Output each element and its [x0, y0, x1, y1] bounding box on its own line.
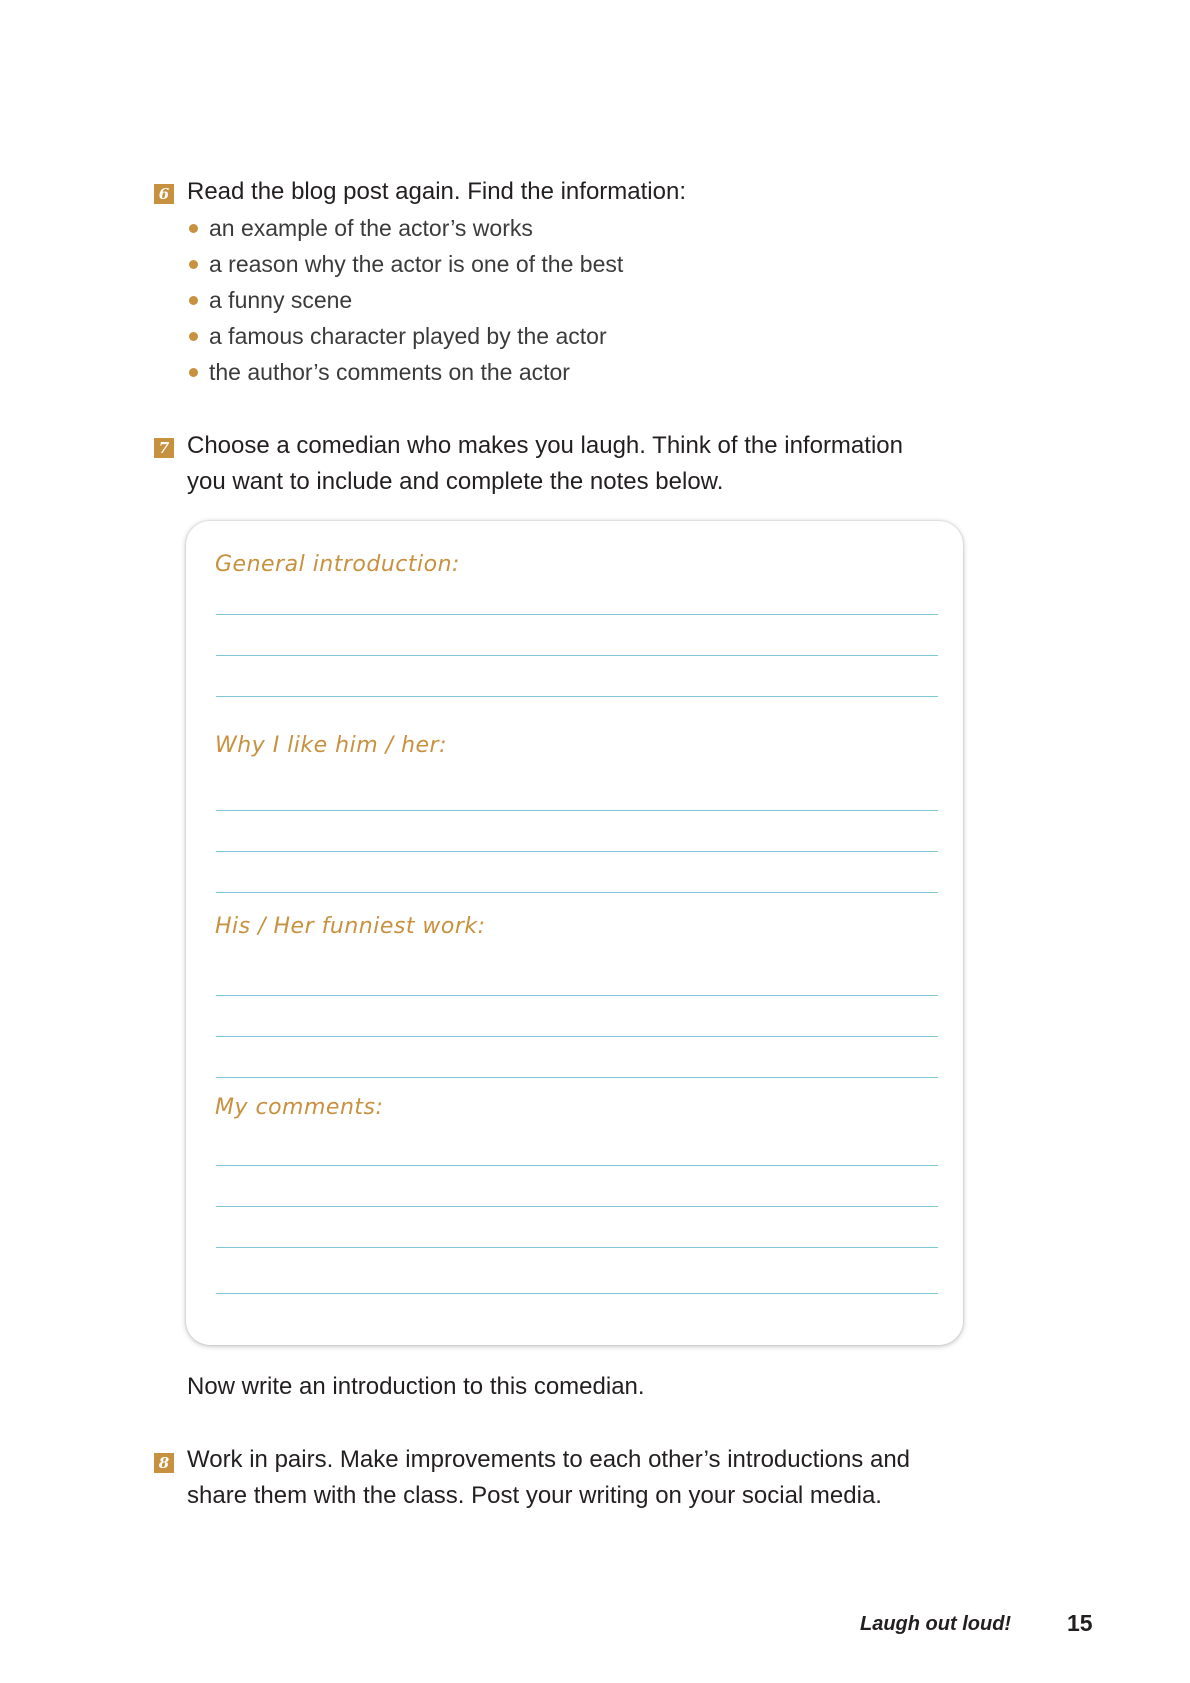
writing-line[interactable]	[216, 655, 938, 656]
writing-line[interactable]	[216, 851, 938, 852]
list-item: the author’s comments on the actor	[187, 354, 623, 390]
exercise-number-7: 7	[154, 438, 174, 458]
bullet-icon	[189, 332, 198, 341]
bullet-icon	[189, 224, 198, 233]
exercise-7-instruction-line-2: you want to include and complete the notes below.	[187, 468, 724, 495]
exercise-number-8: 8	[154, 1453, 174, 1473]
bullet-icon	[189, 260, 198, 269]
writing-line[interactable]	[216, 1165, 938, 1166]
exercise-8-instruction-line-1: Work in pairs. Make improvements to each other’s introductions and	[187, 1446, 911, 1473]
writing-line[interactable]	[216, 995, 938, 996]
bullet-icon	[189, 368, 198, 377]
unit-title: Laugh out loud!	[860, 1613, 1012, 1635]
my-comments-heading: My comments:	[215, 1095, 384, 1120]
page-number: 15	[1067, 1610, 1093, 1636]
writing-line[interactable]	[216, 1206, 938, 1207]
writing-line[interactable]	[216, 696, 938, 697]
why-i-like-heading: Why I like him / her:	[215, 733, 448, 758]
writing-line[interactable]	[216, 810, 938, 811]
bullet-icon	[189, 296, 198, 305]
writing-line[interactable]	[216, 614, 938, 615]
list-item: a funny scene	[187, 282, 623, 318]
list-item: a famous character played by the actor	[187, 318, 623, 354]
general-introduction-heading: General introduction:	[215, 552, 460, 577]
exercise-7-instruction-line-1: Choose a comedian who makes you laugh. Think of the information	[187, 432, 903, 459]
writing-line[interactable]	[216, 1036, 938, 1037]
list-item: an example of the actor’s works	[187, 210, 623, 246]
exercise-6-instruction: Read the blog post again. Find the information:	[187, 178, 686, 205]
exercise-8-instruction-line-2: share them with the class. Post your writing on your social media.	[187, 1482, 882, 1509]
exercise-6-bullet-list	[187, 210, 623, 390]
exercise-7-followup: Now write an introduction to this comedian.	[187, 1373, 645, 1400]
list-item: a reason why the actor is one of the best	[187, 246, 623, 282]
funniest-work-heading: His / Her funniest work:	[215, 914, 486, 939]
writing-line[interactable]	[216, 892, 938, 893]
exercise-number-6: 6	[154, 184, 174, 204]
writing-line[interactable]	[216, 1077, 938, 1078]
writing-line[interactable]	[216, 1247, 938, 1248]
writing-line[interactable]	[216, 1293, 938, 1294]
